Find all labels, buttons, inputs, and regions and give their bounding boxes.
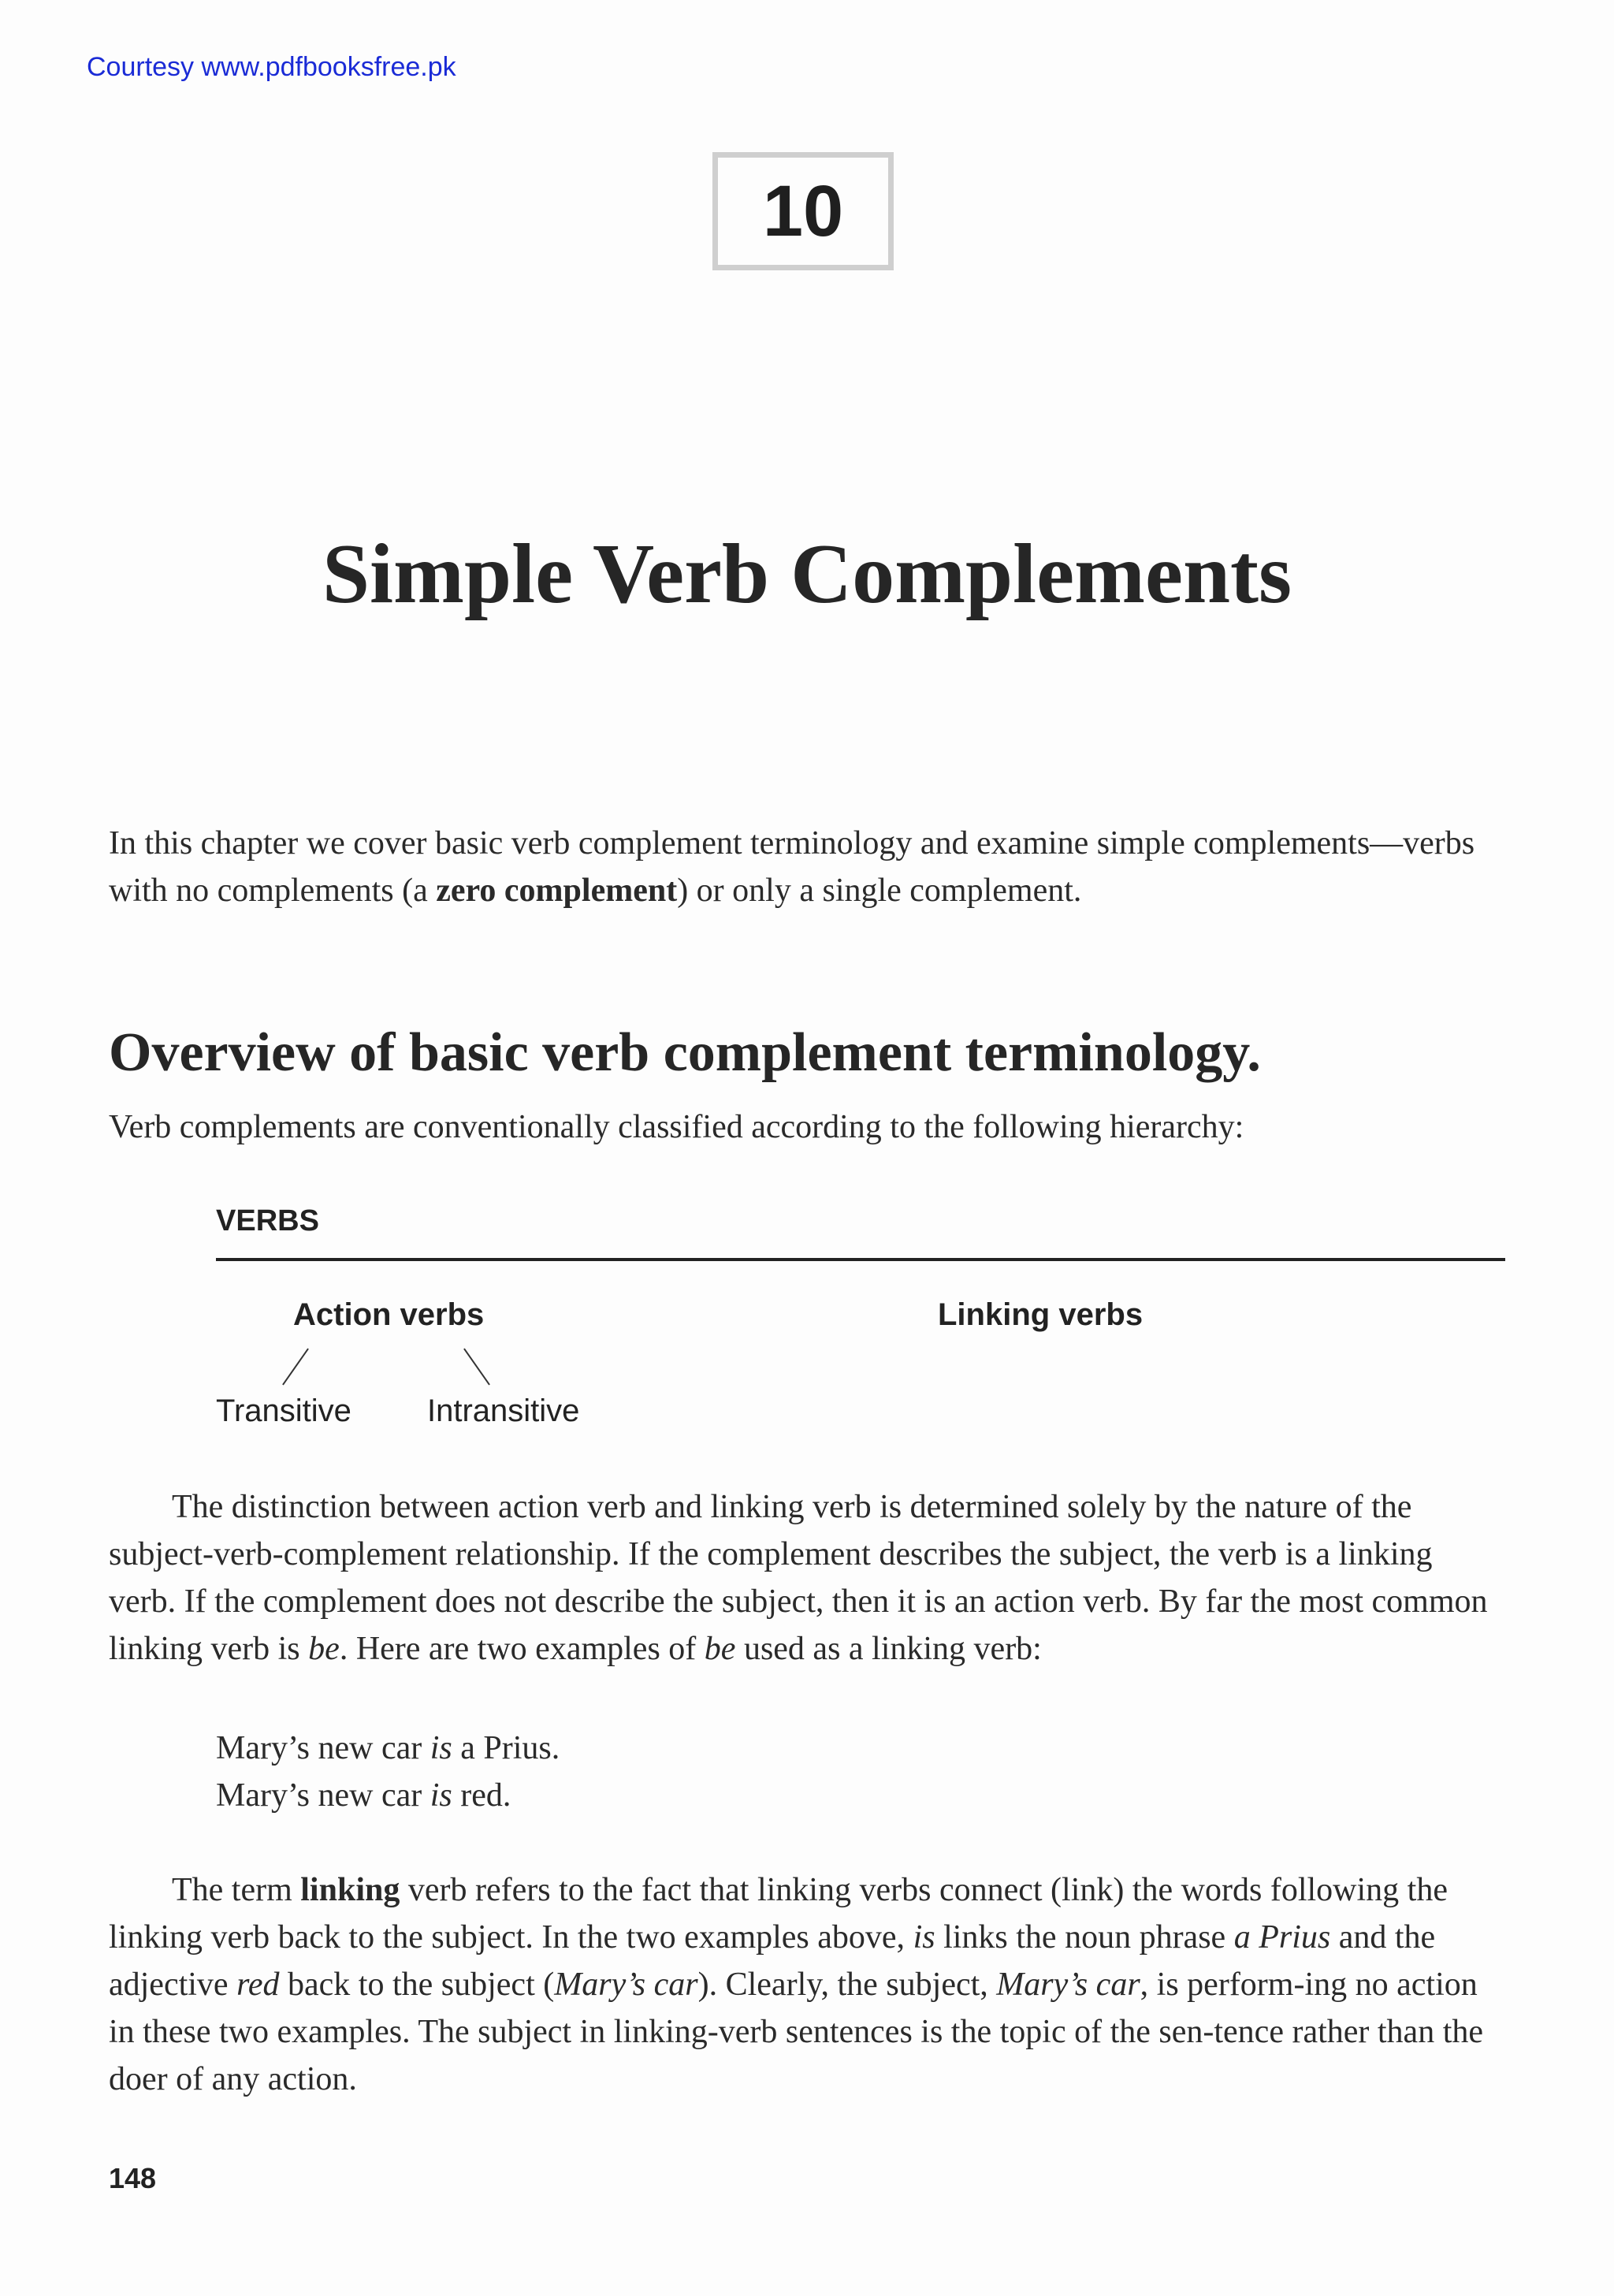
chapter-number: 10	[762, 170, 844, 251]
paragraph-text: used as a linking verb:	[735, 1631, 1042, 1667]
paragraph-distinction	[109, 1483, 1505, 1673]
section-intro-text: Verb complements are conventionally classified according to the following hierarchy:	[109, 1109, 1244, 1145]
hierarchy-transitive: Transitive	[216, 1394, 351, 1428]
hierarchy-action-verbs: Action verbs	[293, 1297, 485, 1332]
hierarchy-linking-verbs: Linking verbs	[938, 1297, 1144, 1332]
branch-line-right	[463, 1348, 490, 1385]
section-intro	[109, 1103, 1505, 1151]
branch-line-left	[282, 1348, 309, 1385]
term-linking: linking	[300, 1872, 400, 1908]
hierarchy-intransitive: Intransitive	[427, 1394, 580, 1428]
intro-term: zero complement	[436, 873, 678, 909]
intro-text-end: ) or only a single complement.	[677, 873, 1082, 909]
paragraph-text: . Here are two examples of	[339, 1631, 705, 1667]
courtesy-link[interactable]: Courtesy www.pdfbooksfree.pk	[87, 52, 456, 82]
term-be: be	[704, 1631, 736, 1667]
paragraph-linking-term: The term linking verb refers to the fact that linking verbs connect (link) the words following the linking verb back to the subject. In the two examples above, is links the noun phrase a Prius and the adjective red back to the subject (Mary’s car). Clearly, the subject, Mary’s car, is perform-ing no action in these two examples. The subject in linking-verb sentences is the topic of the sen-tence rather than the doer of any action.	[109, 1872, 1484, 2097]
chapter-title: Simple Verb Complements	[322, 527, 1292, 621]
hierarchy-root-label: VERBS	[216, 1204, 319, 1237]
example-sentence: Mary’s new car is a Prius.	[216, 1730, 560, 1766]
example-sentence: Mary’s new car is red.	[216, 1777, 511, 1814]
hierarchy-rule	[216, 1258, 1505, 1261]
section-heading: Overview of basic verb complement terminology.	[109, 1022, 1261, 1083]
intro-text: In this chapter we cover basic verb complement terminology and examine simple complements—verbs with no complements (a	[109, 825, 1475, 909]
chapter-number-box	[712, 152, 894, 270]
page-number: 148	[109, 2162, 157, 2194]
chapter-intro	[109, 820, 1505, 914]
paragraph-text: The distinction between action verb and linking verb is determined solely by the nature of the subject-verb-complement relationship. If the complement describes the subject, the verb is a linking verb. If the complement does not describe the subject, then it is an action verb. By far the most common linking verb is	[109, 1489, 1488, 1667]
term-be: be	[308, 1631, 340, 1667]
example-sentences	[216, 1725, 560, 1819]
